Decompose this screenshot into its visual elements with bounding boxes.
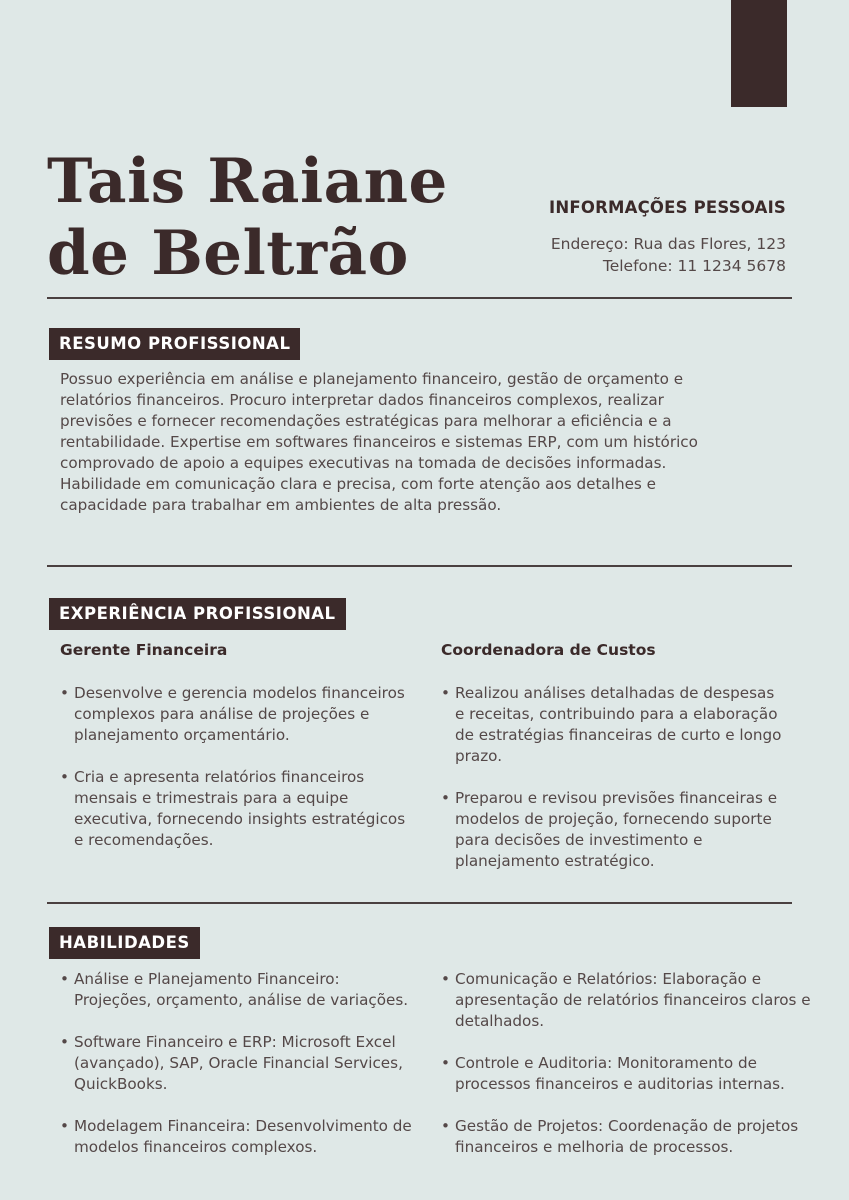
list-item: • Modelagem Financeira: Desenvolvimento de modelos financeiros complexos.	[60, 1116, 420, 1158]
skills-list	[60, 969, 420, 1158]
name-line-2: de Beltrão	[47, 218, 409, 289]
section-label-summary: RESUMO PROFISSIONAL	[49, 328, 300, 360]
list-item: • Software Financeiro e ERP: Microsoft Excel (avançado), SAP, Oracle Financial Services, QuickBooks.	[60, 1032, 420, 1095]
phone-text: Telefone: 11 1234 5678	[602, 257, 786, 275]
list-item: • Análise e Planejamento Financeiro: Projeções, orçamento, análise de variações.	[60, 969, 420, 1011]
skills-column-1	[60, 969, 420, 1179]
divider-summary	[47, 565, 792, 567]
address-text: Endereço: Rua das Flores, 123	[550, 235, 786, 253]
candidate-name	[47, 146, 448, 290]
list-item: • Gestão de Projetos: Coordenação de projetos financeiros e melhoria de processos.	[441, 1116, 816, 1158]
skills-list	[441, 969, 816, 1158]
list-item: • Comunicação e Relatórios: Elaboração e apresentação de relatórios financeiros claros e detalhados.	[441, 969, 816, 1032]
job-bullets	[441, 683, 786, 872]
personal-info	[466, 198, 786, 277]
skills-column-2	[441, 969, 816, 1179]
list-item: • Controle e Auditoria: Monitoramento de processos financeiros e auditorias internas.	[441, 1053, 816, 1095]
job-bullets	[60, 683, 415, 851]
list-item: • Realizou análises detalhadas de despesas e receitas, contribuindo para a elaboração de estratégias financeiras de curto e longo prazo.	[441, 683, 786, 767]
divider-experience	[47, 902, 792, 904]
decorative-accent-bar	[731, 0, 787, 107]
job-column-2	[441, 641, 786, 893]
personal-info-heading: INFORMAÇÕES PESSOAIS	[549, 198, 786, 217]
job-title: Gerente Financeira	[60, 641, 228, 659]
list-item: • Cria e apresenta relatórios financeiros mensais e trimestrais para a equipe executiva, fornecendo insights estratégicos e recomendações.	[60, 767, 415, 851]
name-line-1: Tais Raiane	[47, 146, 448, 217]
list-item: • Desenvolve e gerencia modelos financeiros complexos para análise de projeções e planejamento orçamentário.	[60, 683, 415, 746]
section-label-skills: HABILIDADES	[49, 927, 200, 959]
job-title: Coordenadora de Custos	[441, 641, 656, 659]
list-item: • Preparou e revisou previsões financeiras e modelos de projeção, fornecendo suporte para decisões de investimento e planejamento estratégico.	[441, 788, 786, 872]
job-column-1	[60, 641, 415, 872]
summary-text: Possuo experiência em análise e planejamento financeiro, gestão de orçamento e relatórios financeiros. Procuro interpretar dados financeiros complexos, realizar previsões e fornecer recomendações estratégicas para melhorar a eficiência e a rentabilidade. Expertise em softwares financeiros e sistemas ERP, com um histórico comprovado de apoio a equipes executivas na tomada de decisões informadas. Habilidade em comunicação clara e precisa, com forte atenção aos detalhes e capacidade para trabalhar em ambientes de alta pressão.	[60, 370, 698, 514]
section-label-experience: EXPERIÊNCIA PROFISSIONAL	[49, 598, 346, 630]
divider-header	[47, 297, 792, 299]
